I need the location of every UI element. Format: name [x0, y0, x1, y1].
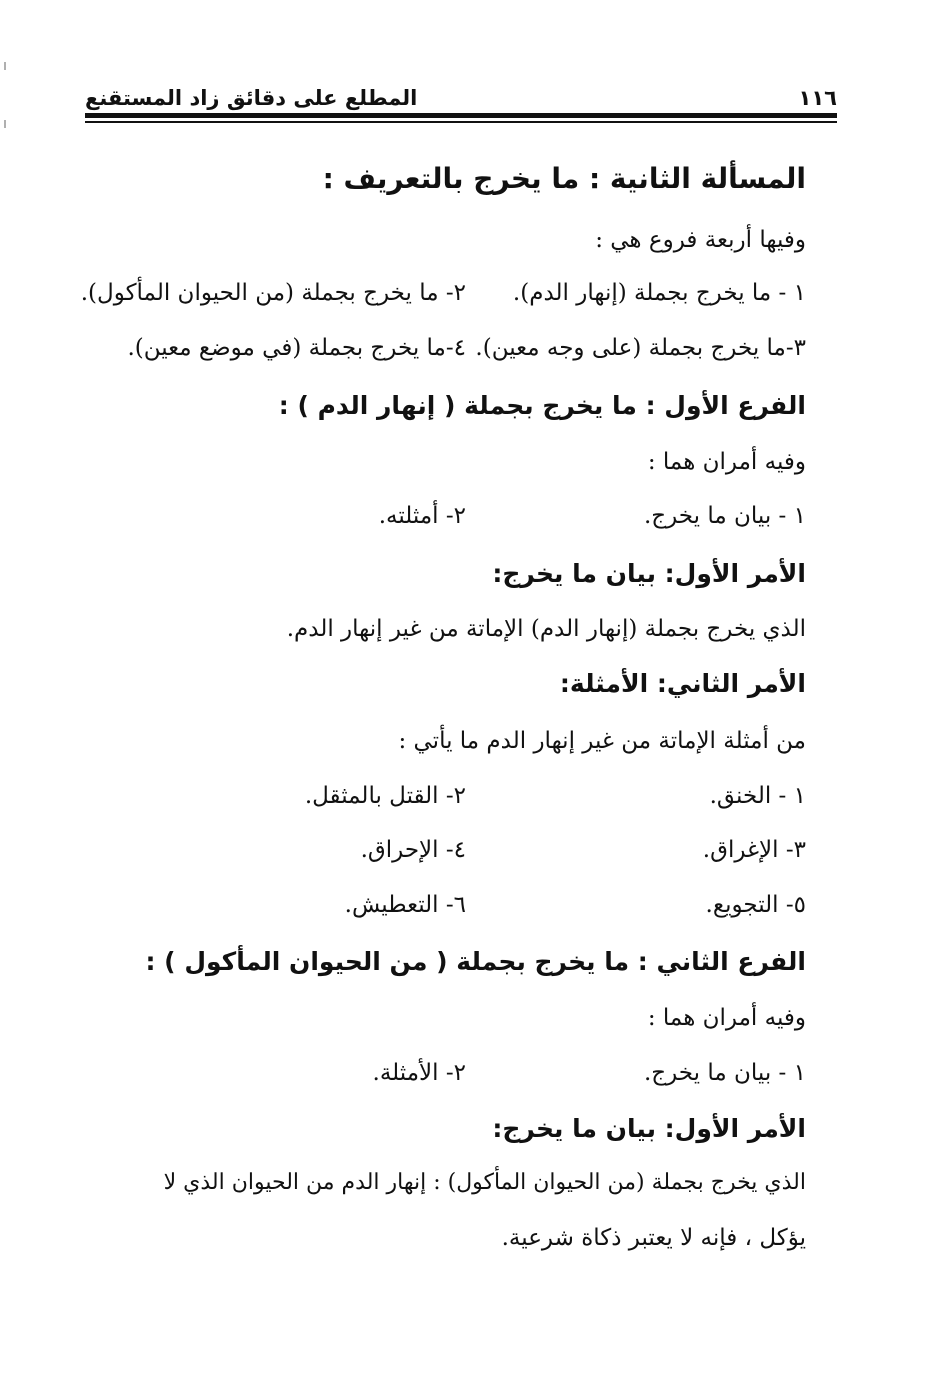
book-title: المطلع على دقائق زاد المستقنع	[85, 86, 418, 110]
examples-intro: من أمثلة الإماتة من غير إنهار الدم ما يأتي :	[398, 728, 806, 754]
example-item: ١ - الخنق.	[709, 783, 806, 809]
branch1-heading: الفرع الأول : ما يخرج بجملة ( إنهار الدم ) :	[278, 391, 806, 420]
matter1-text-line: الذي يخرج بجملة (من الحيوان المأكول) : إنهار الدم من الحيوان الذي لا	[163, 1170, 806, 1195]
branch-item: ٣-ما يخرج بجملة (على وجه معين).	[475, 335, 806, 361]
page-header	[85, 78, 837, 110]
matter1-heading: الأمر الأول: بيان ما يخرج:	[492, 559, 806, 588]
example-item: ٥- التجويع.	[705, 892, 806, 918]
matter-item: ١ - بيان ما يخرج.	[643, 503, 806, 529]
example-item: ٣- الإغراق.	[702, 837, 806, 863]
matter-item: ٢- أمثلته.	[378, 503, 466, 529]
scan-mark	[4, 120, 6, 128]
example-item: ٦- التعطيش.	[344, 892, 466, 918]
matter1-heading: الأمر الأول: بيان ما يخرج:	[492, 1114, 806, 1143]
branch-item: ٤-ما يخرج بجملة (في موضع معين).	[127, 335, 466, 361]
matter2-heading: الأمر الثاني: الأمثلة:	[559, 669, 806, 698]
page-number: ١١٦	[798, 86, 837, 110]
two-matters-intro: وفيه أمران هما :	[647, 449, 806, 475]
scan-mark	[4, 62, 6, 70]
example-item: ٢- القتل بالمثقل.	[304, 783, 466, 809]
matter-item: ٢- الأمثلة.	[372, 1060, 466, 1086]
example-item: ٤- الإحراق.	[360, 837, 466, 863]
branch-item: ٢- ما يخرج بجملة (من الحيوان المأكول).	[80, 280, 466, 306]
matter1-text-line: يؤكل ، فإنه لا يعتبر ذكاة شرعية.	[501, 1225, 806, 1251]
branch-item: ١ - ما يخرج بجملة (إنهار الدم).	[512, 280, 806, 306]
intro-four-branches: وفيها أربعة فروع هي :	[595, 227, 806, 253]
branch2-heading: الفرع الثاني : ما يخرج بجملة ( من الحيوان المأكول ) :	[145, 947, 806, 976]
issue-heading: المسألة الثانية : ما يخرج بالتعريف :	[322, 162, 806, 195]
matter1-text: الذي يخرج بجملة (إنهار الدم) الإماتة من غير إنهار الدم.	[286, 616, 806, 642]
matter-item: ١ - بيان ما يخرج.	[643, 1060, 806, 1086]
two-matters-intro: وفيه أمران هما :	[647, 1005, 806, 1031]
header-rule-thin	[85, 121, 837, 123]
header-rule-thick	[85, 113, 837, 118]
